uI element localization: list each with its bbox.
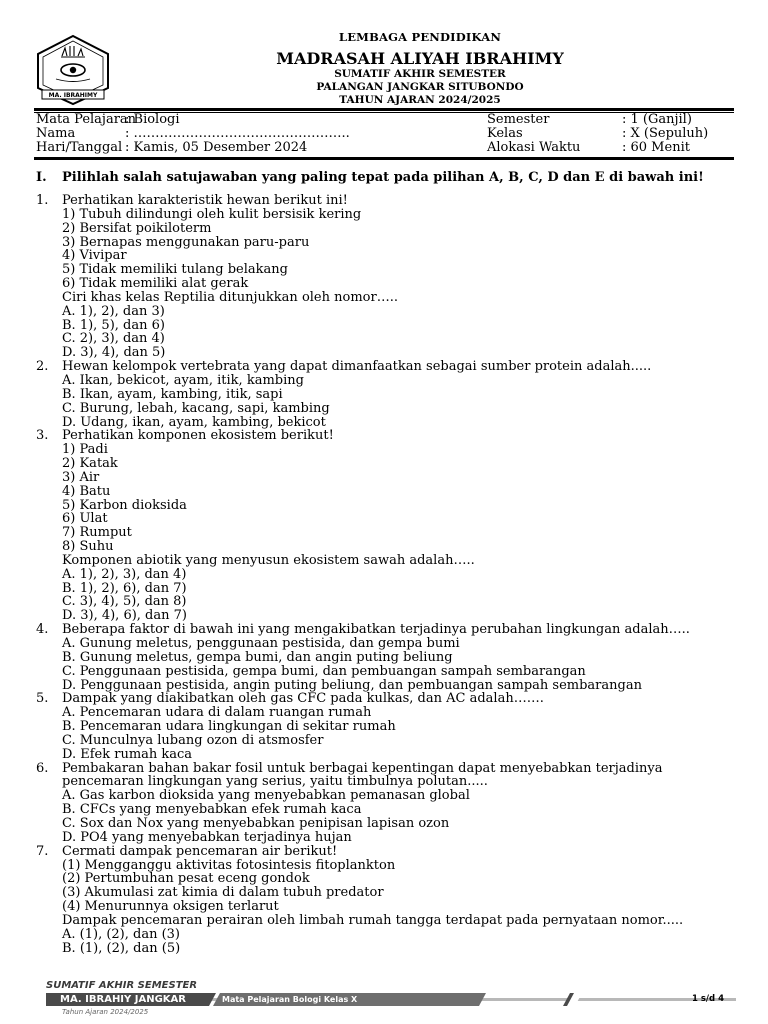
question-text: Perhatikan komponen ekosistem berikut! [62, 428, 334, 444]
answer-option: D. PO4 yang menyebabkan terjadinya hujan [62, 829, 352, 845]
subject-value: : Biologi [125, 112, 180, 127]
question-item [0, 762, 768, 845]
answer-option: C. 2), 3), dan 4) [62, 331, 165, 347]
question-line: (1) Mengganggu aktivitas fotosintesis fitoplankton [62, 857, 396, 873]
question-item [0, 429, 768, 623]
question-line: 3) Air [62, 469, 100, 485]
question-line: 2) Bersifat poikiloterm [62, 220, 212, 236]
subject-label: Mata Pelajaran [36, 112, 137, 127]
question-text: Dampak yang diakibatkan oleh gas CFC pada kulkas, dan AC adalah……. [62, 691, 544, 707]
question-item [0, 623, 768, 692]
school-name: MADRASAH ALIYAH IBRAHIMY [276, 49, 564, 68]
answer-option: D. Penggunaan pestisida, angin puting beliung, dan pembuangan sampah sembarangan [62, 677, 642, 693]
class-label: Kelas [487, 126, 523, 141]
question-line: 2) Katak [62, 456, 118, 472]
answer-option: B. 1), 2), 6), dan 7) [62, 580, 187, 596]
question-line: Komponen abiotik yang menyusun ekosistem sawah adalah….. [62, 552, 475, 568]
answer-option: D. Udang, ikan, ayam, kambing, bekicot [62, 414, 326, 430]
question-line: 5) Karbon dioksida [62, 497, 187, 513]
question-number: 4. [36, 622, 49, 638]
question-line: 8) Suhu [62, 539, 114, 555]
class-value: : X (Sepuluh) [622, 126, 709, 141]
question-line: 4) Vivipar [62, 248, 127, 264]
answer-option: C. Penggunaan pestisida, gempa bumi, dan pembuangan sampah sembarangan [62, 663, 586, 679]
date-label: Hari/Tanggal [36, 140, 123, 155]
footer-title: SUMATIF AKHIR SEMESTER [46, 980, 198, 991]
question-line: 7) Rumput [62, 525, 132, 541]
question-line: (3) Akumulasi zat kimia di dalam tubuh predator [62, 885, 384, 901]
question-item [0, 194, 768, 360]
question-line: Ciri khas kelas Reptilia ditunjukkan oleh nomor….. [62, 289, 398, 305]
info-divider [34, 157, 734, 160]
answer-option: C. Burung, lebah, kacang, sapi, kambing [62, 400, 330, 416]
answer-option: A. (1), (2), dan (3) [62, 926, 181, 942]
institution-title: LEMBAGA PENDIDIKAN [338, 30, 502, 44]
footer-subject: Mata Pelajaran Bologi Kelas X [222, 995, 358, 1004]
answer-option: B. 1), 5), dan 6) [62, 317, 165, 333]
question-item [0, 845, 768, 956]
section-instruction: Pilihlah salah satujawaban yang paling tepat pada pilihan A, B, C, D dan E di bawah ini! [62, 170, 704, 185]
answer-option: B. Gunung meletus, gempa bumi, dan angin puting beliung [62, 649, 453, 665]
answer-option: B. Pencemaran udara lingkungan di sekitar rumah [62, 719, 396, 735]
question-number: 1. [36, 193, 49, 208]
answer-option: D. Efek rumah kaca [62, 746, 193, 762]
answer-option: A. Gunung meletus, penggunaan pestisida, dan gempa bumi [62, 636, 460, 651]
section-number: I. [36, 170, 47, 185]
question-text: Perhatikan karakteristik hewan berikut ini! [62, 193, 348, 208]
answer-option: A. 1), 2), dan 3) [62, 303, 165, 319]
footer-year: Tahun Ajaran 2024/2025 [62, 1008, 149, 1016]
school-location: PALANGAN JANGKAR SITUBONDO [316, 81, 524, 93]
question-line: 4) Batu [62, 483, 111, 499]
question-list [0, 194, 768, 955]
answer-option: A. Ikan, bekicot, ayam, itik, kambing [62, 372, 304, 388]
question-line: 1) Padi [62, 442, 108, 458]
question-line: Dampak pencemaran perairan oleh limbah rumah tangga terdapat pada pernyataan nomor..... [62, 912, 684, 928]
answer-option: A. Gas karbon dioksida yang menyebabkan pemanasan global [62, 788, 470, 804]
date-value: : Kamis, 05 Desember 2024 [125, 140, 308, 155]
answer-option: D. 3), 4), 6), dan 7) [62, 608, 187, 624]
name-value: : ………………………………………….. [125, 126, 350, 141]
question-line: 3) Bernapas menggunakan paru-paru [62, 234, 310, 250]
answer-option: D. 3), 4), dan 5) [62, 345, 166, 361]
question-number: 3. [36, 428, 49, 444]
question-text: Cermati dampak pencemaran air berikut! [62, 843, 338, 859]
question-text: Hewan kelompok vertebrata yang dapat dimanfaatkan sebagai sumber protein adalah..... [62, 359, 652, 375]
answer-option: A. 1), 2), 3), dan 4) [62, 566, 187, 582]
question-number: 5. [36, 691, 49, 707]
logo-label: MA. IBRAHIMY [48, 92, 98, 99]
answer-option: B. Ikan, ayam, kambing, itik, sapi [62, 386, 283, 402]
semester-value: : 1 (Ganjil) [622, 112, 692, 127]
answer-option: C. 3), 4), 5), dan 8) [62, 594, 187, 610]
answer-option: C. Munculnya lubang ozon di atsmosfer [62, 732, 324, 748]
duration-label: Alokasi Waktu [487, 140, 581, 155]
question-line: 6) Tidak memiliki alat gerak [62, 276, 249, 292]
question-line: (2) Pertumbuhan pesat eceng gondok [62, 871, 310, 887]
question-item [0, 692, 768, 761]
exam-title: SUMATIF AKHIR SEMESTER [334, 68, 506, 80]
answer-option: B. CFCs yang menyebabkan efek rumah kaca [62, 802, 362, 818]
answer-option: A. Pencemaran udara di dalam ruangan rumah [62, 705, 372, 721]
name-label: Nama [36, 126, 76, 141]
question-item [0, 360, 768, 429]
header-divider [34, 108, 734, 111]
question-line: 1) Tubuh dilindungi oleh kulit bersisik kering [62, 206, 362, 222]
question-text: Beberapa faktor di bawah ini yang mengakibatkan terjadinya perubahan lingkungan adalah….. [62, 622, 690, 638]
school-logo [34, 34, 112, 108]
answer-option: C. Sox dan Nox yang menyebabkan penipisan lapisan ozon [62, 815, 450, 831]
question-line: (4) Menurunnya oksigen terlarut [62, 899, 279, 915]
answer-option: B. (1), (2), dan (5) [62, 940, 181, 956]
question-line: 5) Tidak memiliki tulang belakang [62, 262, 288, 278]
page-number: 1 s/d 4 [692, 994, 724, 1004]
question-number: 6. [36, 760, 49, 776]
academic-year: TAHUN AJARAN 2024/2025 [339, 94, 501, 106]
duration-value: : 60 Menit [622, 140, 690, 155]
footer-school: MA. IBRAHIY JANGKAR [60, 994, 186, 1005]
question-number: 7. [36, 843, 49, 859]
semester-label: Semester [487, 112, 550, 127]
question-text: Pembakaran bahan bakar fosil untuk berbagai kepentingan dapat menyebabkan terjadinya pencemaran lingkungan yang serius, yaitu timbulnya polutan..... [62, 760, 663, 790]
question-line: 6) Ulat [62, 511, 108, 527]
question-number: 2. [36, 359, 49, 375]
